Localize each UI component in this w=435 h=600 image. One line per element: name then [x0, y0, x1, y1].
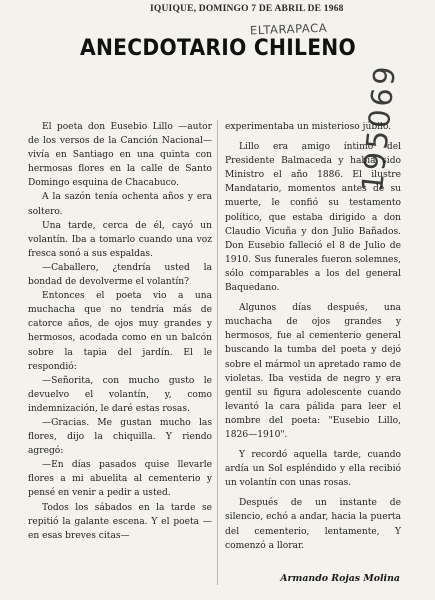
- headline: ANECDOTARIO CHILENO: [80, 36, 356, 61]
- paragraph: Una tarde, cerca de él, cayó un volantín. Iba a tomarlo cuando una voz fresca sonó a sus espaldas.: [28, 220, 212, 259]
- column-divider: [217, 120, 218, 585]
- paragraph: Y recordó aquella tarde, cuando ardía un Sol espléndido y ella recibió un volantín con unas rosas.: [225, 450, 401, 489]
- paragraph: experimentaba un misterioso júbilo.: [225, 122, 392, 132]
- paragraph: —En días pasados quise llevarle flores a mi abuelita al cementerio y pensé en venir a pedir a usted.: [28, 460, 212, 499]
- paragraph: El poeta don Eusebio Lillo —autor de los versos de la Canción Nacional— vivía en Santiago en una quinta con hermosas flores en la calle de Santo Domingo esquina de Chacabuco.: [28, 122, 212, 189]
- paragraph: Después de un instante de silencio, echó a andar, hacia la puerta del cementerio, lentamente, Y comenzó a llorar.: [225, 498, 401, 551]
- dateline: IQUIQUE, DOMINGO 7 DE ABRIL DE 1968: [150, 4, 344, 14]
- handwritten-note: ELTARAPACA: [249, 20, 328, 38]
- article-column-right: [225, 120, 401, 553]
- paragraph: —Señorita, con mucho gusto le devuelvo el volantín, y, como indemnización, le daré estas rosas.: [28, 375, 212, 414]
- paragraph: Todos los sábados en la tarde se repitió la galante escena. Y el poeta —en esas breves citas—: [28, 502, 212, 541]
- paragraph: Algunos días después, una muchacha de ojos grandes y hermosos, fue al cementerio general buscando la tumba del poeta y dejó sobre el mármol un apretado ramo de violetas. Iba vestida de negro y era gentil su figura adolescente cuando levantó la cara pálida para leer el nombre del poeta: "Eusebio Lillo, 1826—1910".: [225, 303, 401, 440]
- handwritten-number: 195069: [355, 61, 403, 194]
- author-signature: Armando Rojas Molina: [280, 573, 400, 584]
- paragraph: Lillo era amigo íntimo del Presidente Balmaceda y había sido Ministro el año 1886. El ilustre Mandatario, momentos antes de su muerte, le confió su testamento político, que estaba dirigido a don Claudio Vicuña y don Julio Bañados. Don Eusebio falleció el 8 de Julio de 1910. Sus funerales fueron solemnes, sólo comparables a los del general Baquedano.: [225, 142, 401, 294]
- paragraph: —Gracias. Me gustan mucho las flores, dijo la chiquilla. Y riendo agregó:: [28, 417, 212, 457]
- paragraph: —Caballero, ¿tendría usted la bondad de devolverme el volantín?: [28, 262, 212, 288]
- paragraph: Entonces el poeta vio a una muchacha que no tendría más de catorce años, de ojos muy grandes y hermosos, acodada como en un balcón sobre la tapia del jardín. El le respondió:: [28, 291, 212, 372]
- article-column-left: [28, 120, 212, 543]
- paragraph: A la sazón tenía ochenta años y era soltero.: [28, 192, 212, 217]
